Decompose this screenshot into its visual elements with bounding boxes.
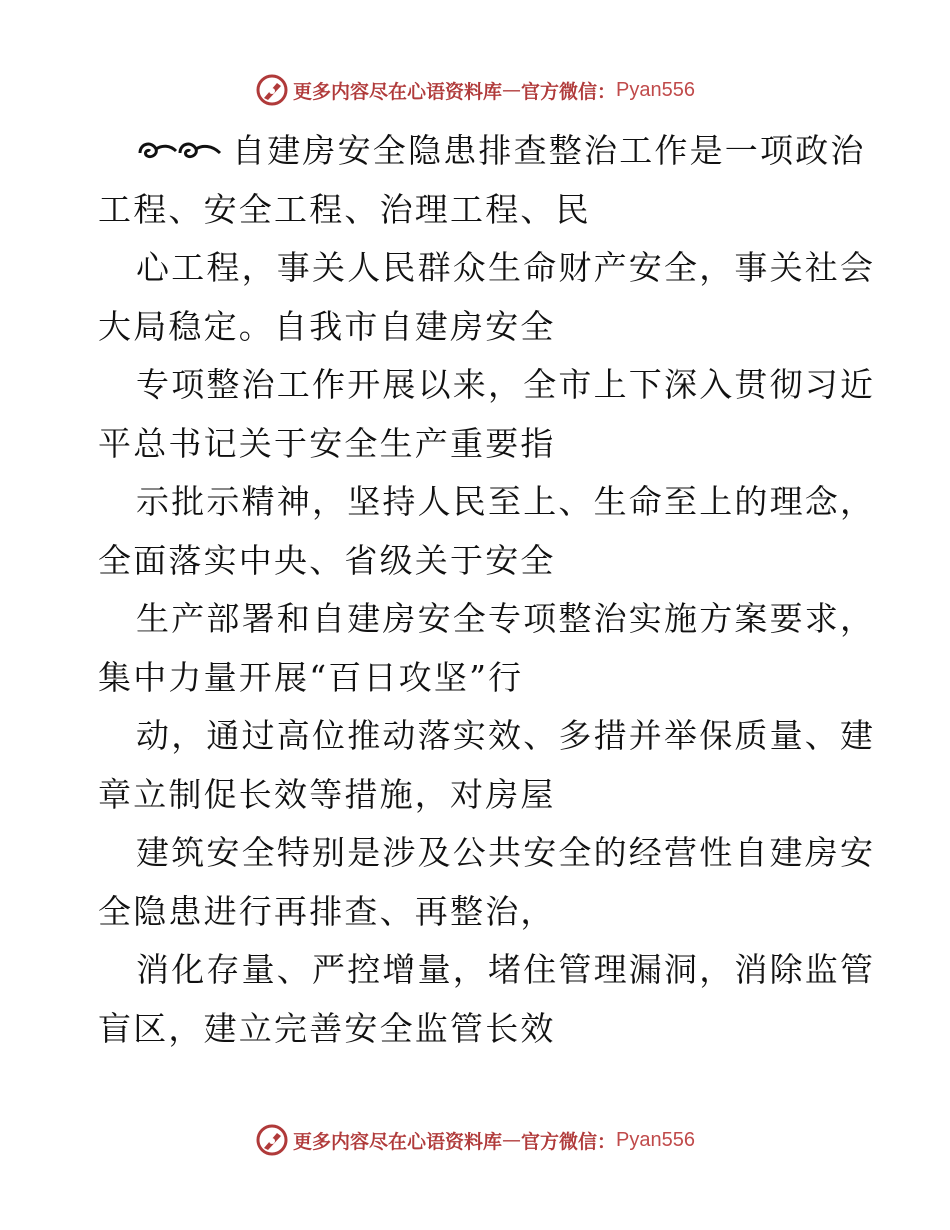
- body-line-9: 生产部署和自建房安全专项整治实施方案要求，: [136, 599, 876, 638]
- body-line-14: 全隐患进行再排查、再整治，: [98, 891, 556, 931]
- body-line-13: 建筑安全特别是涉及公共安全的经营性自建房安: [136, 833, 876, 872]
- header-wechat-label: 官方微信：: [521, 80, 617, 103]
- body-line-6: 平总书记关于安全生产重要指: [98, 423, 556, 463]
- body-line-1: [98, 122, 866, 181]
- body-line-15: 消化存量、严控增量，堵住管理漏洞，消除监管: [136, 950, 876, 989]
- body-line-12: 章立制促长效等措施，对房屋: [98, 774, 556, 814]
- body-line-5: 专项整治工作开展以来，全市上下深入贯彻习近: [136, 365, 876, 404]
- header-banner: [0, 70, 950, 110]
- footer-wechat-label: 官方微信：: [521, 1130, 617, 1153]
- body-line-2: 工程、安全工程、治理工程、民: [98, 189, 591, 229]
- pen-circle-logo-icon: [255, 1123, 289, 1157]
- footer-wechat-id: Pyan556: [616, 1128, 695, 1151]
- body-line-10: 集中力量开展“百日攻坚”行: [98, 657, 524, 697]
- decorative-fleuron-icon: [136, 135, 224, 165]
- header-banner-dash: —: [502, 79, 522, 101]
- body-line-16: 盲区，建立完善安全监管长效: [98, 1008, 556, 1048]
- body-line-11: 动，通过高位推动落实效、多措并举保质量、建: [136, 716, 876, 755]
- body-line-4: 大局稳定。自我市自建房安全: [98, 306, 556, 346]
- body-line-8: 全面落实中央、省级关于安全: [98, 540, 556, 580]
- footer-banner: [0, 1120, 950, 1160]
- header-wechat-id: Pyan556: [616, 78, 695, 101]
- body-line-3: 心工程，事关人民群众生命财产安全，事关社会: [136, 248, 876, 287]
- footer-banner-text: 更多内容尽在心语资料库: [293, 1130, 503, 1153]
- body-line-7: 示批示精神，坚持人民至上、生命至上的理念，: [136, 482, 876, 521]
- body-line-text: 自建房安全隐患排查整治工作是一项政治: [232, 131, 866, 170]
- header-banner-text: 更多内容尽在心语资料库: [293, 80, 503, 103]
- pen-circle-logo-icon: [255, 73, 289, 107]
- footer-banner-dash: —: [502, 1129, 522, 1151]
- document-body: [98, 122, 876, 1058]
